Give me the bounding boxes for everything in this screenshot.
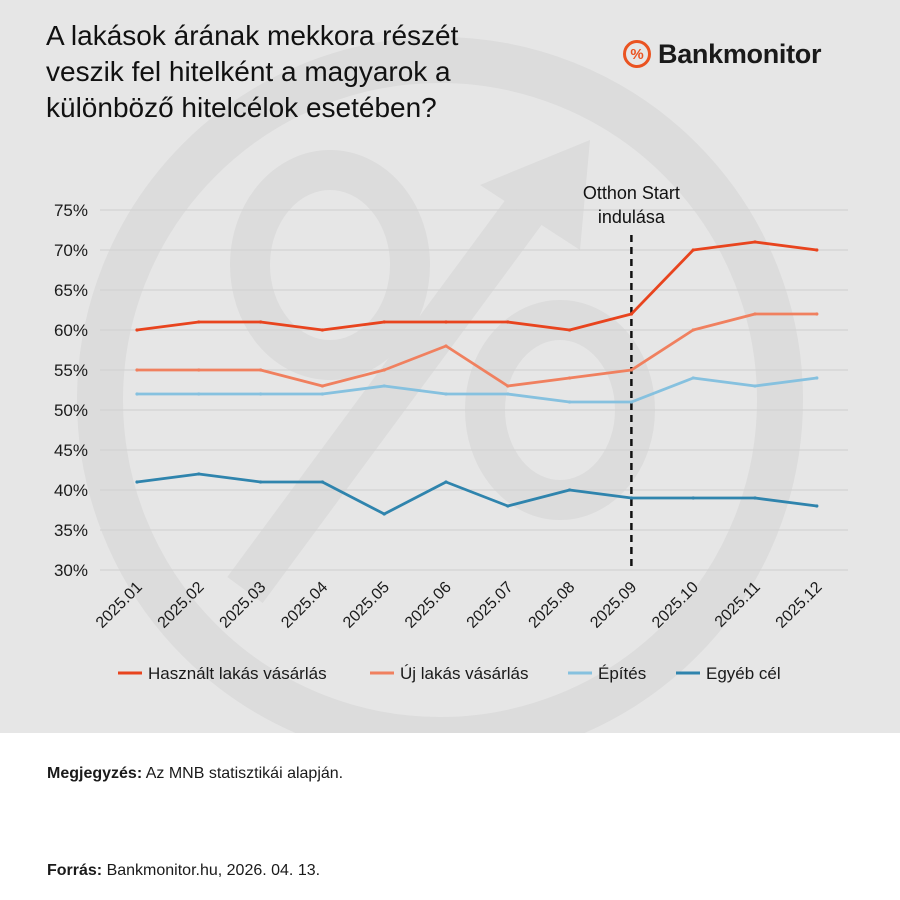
data-point [506, 384, 509, 387]
y-tick-label: 35% [53, 521, 88, 540]
series-line-4 [137, 474, 817, 514]
x-tick-label: 2025.10 [649, 578, 703, 632]
note-megjegyzes-text: Az MNB statisztikái alapján. [142, 765, 344, 782]
x-tick-label: 2025.06 [401, 578, 455, 632]
data-point [444, 392, 447, 395]
data-point [692, 496, 695, 499]
x-tick-label: 2025.08 [525, 578, 579, 632]
data-point [753, 240, 756, 243]
data-point [259, 480, 262, 483]
note-forras [47, 862, 320, 880]
data-point [383, 384, 386, 387]
x-tick-label: 2025.03 [216, 578, 270, 632]
data-point [321, 328, 324, 331]
x-tick-label: 2025.07 [463, 578, 517, 632]
y-tick-label: 45% [53, 441, 88, 460]
brand-name: Bankmonitor [658, 38, 822, 69]
y-tick-label: 70% [53, 241, 88, 260]
data-point [321, 392, 324, 395]
data-point [383, 320, 386, 323]
y-tick-label: 50% [53, 401, 88, 420]
data-point [692, 328, 695, 331]
series-line-1 [137, 242, 817, 330]
data-point [444, 320, 447, 323]
data-point [135, 328, 138, 331]
data-point [197, 392, 200, 395]
legend-label-3: Építés [598, 664, 647, 683]
data-point [259, 320, 262, 323]
x-tick-label: 2025.11 [711, 578, 764, 631]
x-tick-label: 2025.04 [278, 578, 332, 632]
y-tick-label: 60% [53, 321, 88, 340]
data-point [383, 368, 386, 371]
legend-label-2: Új lakás vásárlás [400, 664, 529, 683]
data-point [753, 312, 756, 315]
x-tick-label: 2025.12 [772, 578, 826, 632]
data-point [630, 312, 633, 315]
data-point [753, 384, 756, 387]
data-point [692, 248, 695, 251]
data-point [506, 392, 509, 395]
annotation-label-line2: indulása [597, 207, 665, 227]
data-point [383, 512, 386, 515]
data-point [444, 480, 447, 483]
data-point [630, 368, 633, 371]
y-tick-label: 65% [53, 281, 88, 300]
data-point [568, 400, 571, 403]
series-line-3 [137, 378, 817, 402]
y-tick-label: 75% [53, 201, 88, 220]
data-point [815, 248, 818, 251]
x-tick-label: 2025.05 [340, 578, 394, 632]
data-point [321, 384, 324, 387]
percent-icon: % [623, 40, 651, 68]
series-line-2 [137, 314, 817, 386]
data-point [568, 328, 571, 331]
chart-title: A lakások árának mekkora részét veszik fel hitelként a magyarok a különböző hitelcélok esetében? [46, 20, 459, 123]
data-point [444, 344, 447, 347]
data-point [259, 368, 262, 371]
data-point [259, 392, 262, 395]
y-tick-label: 30% [53, 561, 88, 580]
data-point [568, 376, 571, 379]
data-point [692, 376, 695, 379]
note-forras-text: Bankmonitor.hu, 2026. 04. 13. [102, 862, 321, 879]
data-point [630, 496, 633, 499]
x-tick-label: 2025.09 [587, 578, 641, 632]
data-point [197, 320, 200, 323]
data-point [815, 376, 818, 379]
legend-label-1: Használt lakás vásárlás [148, 664, 327, 683]
data-point [197, 472, 200, 475]
data-point [815, 312, 818, 315]
y-tick-label: 55% [53, 361, 88, 380]
data-point [630, 400, 633, 403]
data-point [506, 504, 509, 507]
data-point [135, 392, 138, 395]
data-point [197, 368, 200, 371]
y-tick-label: 40% [53, 481, 88, 500]
data-point [135, 368, 138, 371]
annotation-label-line1: Otthon Start [582, 183, 680, 203]
data-point [506, 320, 509, 323]
data-point [753, 496, 756, 499]
note-forras-label: Forrás: [47, 862, 103, 879]
x-tick-label: 2025.02 [154, 578, 208, 632]
x-tick-label: 2025.01 [92, 578, 146, 632]
data-point [815, 504, 818, 507]
note-megjegyzes [47, 765, 343, 783]
data-point [321, 480, 324, 483]
data-point [568, 488, 571, 491]
note-megjegyzes-label: Megjegyzés: [47, 765, 143, 782]
data-point [135, 480, 138, 483]
legend-label-4: Egyéb cél [706, 664, 781, 683]
